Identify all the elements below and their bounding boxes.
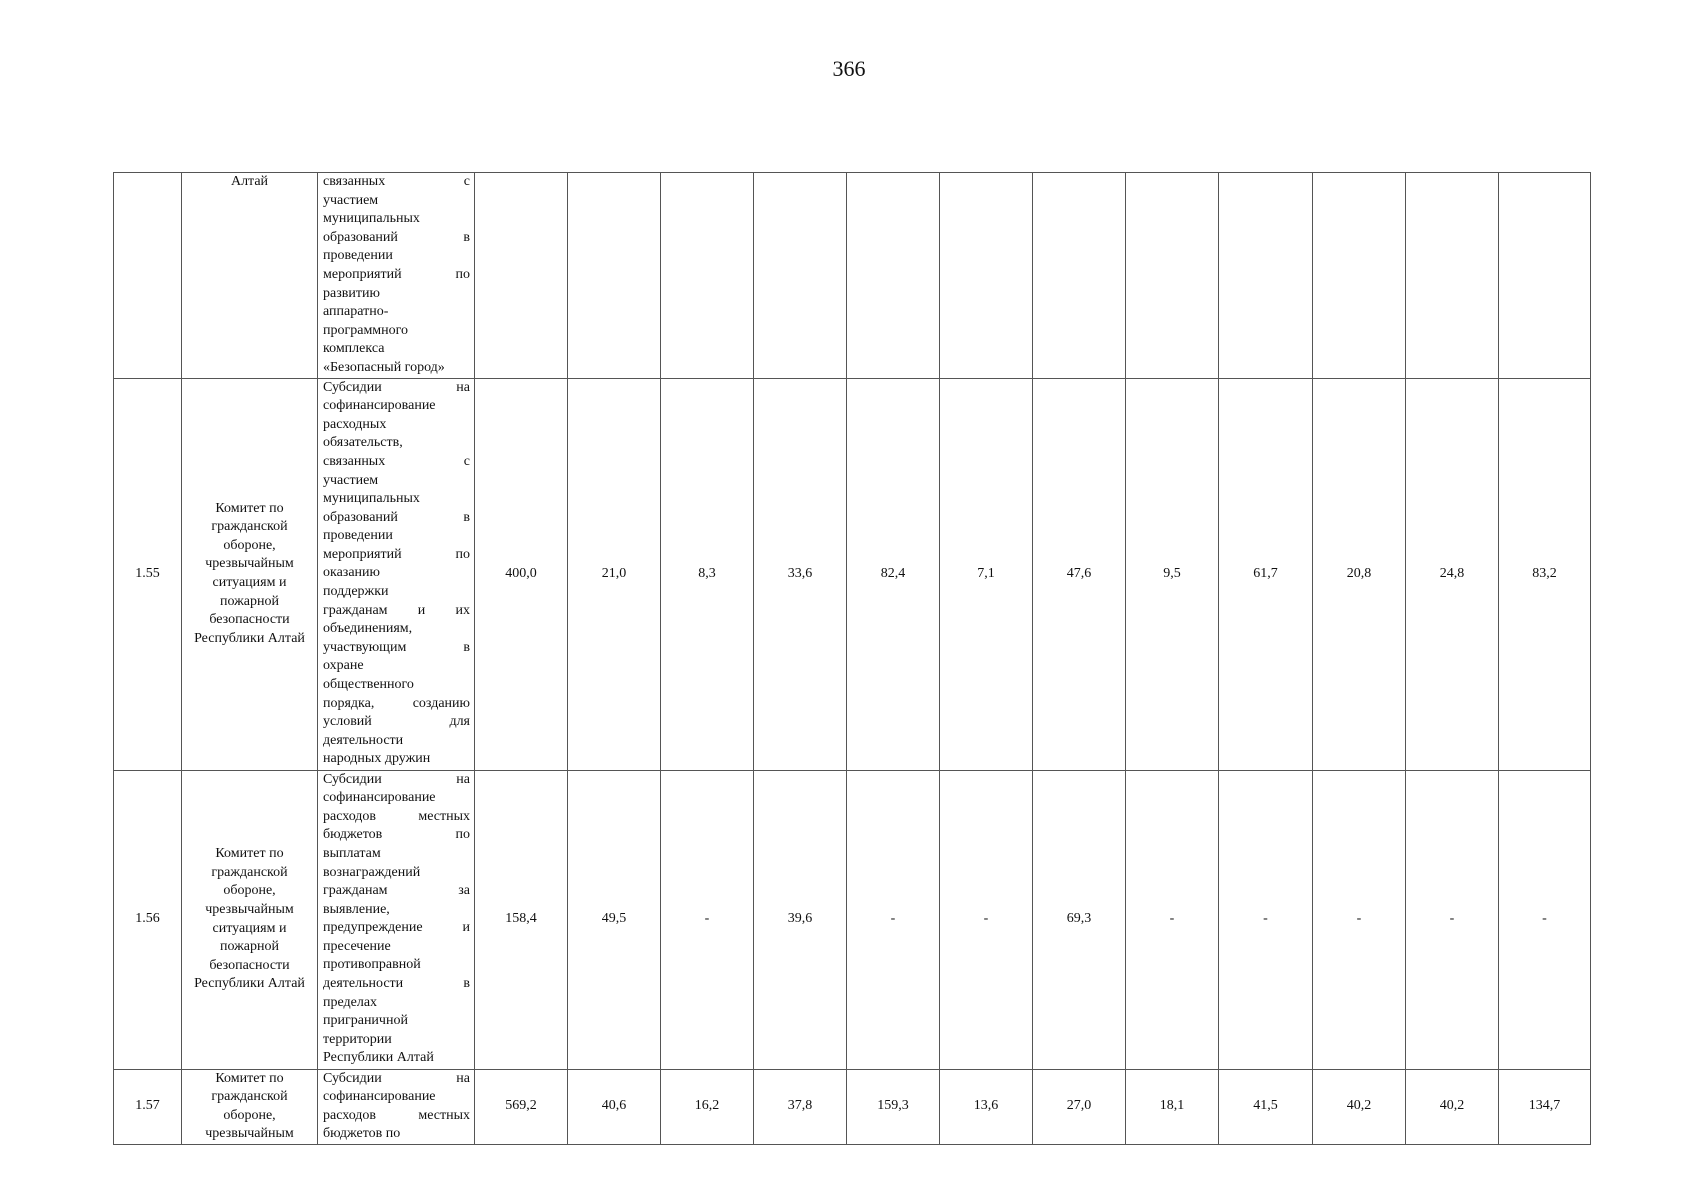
description-line: муниципальных — [323, 491, 420, 507]
description-line: проведении — [323, 528, 393, 544]
value-cell: - — [1219, 770, 1313, 1069]
measure-description-cell — [318, 1069, 475, 1144]
description-line: софинансирование — [323, 398, 436, 414]
measure-description-cell — [318, 770, 475, 1069]
description-line: участием — [323, 192, 379, 208]
value-cell — [1219, 173, 1313, 379]
budget-table — [113, 172, 1591, 1145]
description-line: предупреждение и — [323, 920, 470, 936]
description-line: охране — [323, 658, 364, 674]
table-row — [114, 1069, 1591, 1144]
row-number-cell: 1.56 — [114, 770, 182, 1069]
description-line: связанных с — [323, 453, 470, 469]
description-line: поддержки — [323, 584, 389, 600]
value-cell: 61,7 — [1219, 378, 1313, 770]
value-cell: 40,2 — [1406, 1069, 1499, 1144]
value-cell — [1406, 173, 1499, 379]
description-line: объединениям, — [323, 621, 413, 637]
description-line: развитию — [323, 285, 380, 301]
value-cell — [475, 173, 568, 379]
value-cell: 69,3 — [1033, 770, 1126, 1069]
table-row — [114, 173, 1591, 379]
responsible-org-cell: Комитет по гражданской обороне, чрезвычайным ситуациям и пожарной безопасности Республики Алтай — [182, 378, 318, 770]
row-number-cell: 1.57 — [114, 1069, 182, 1144]
value-cell: 40,2 — [1313, 1069, 1406, 1144]
value-cell: - — [661, 770, 754, 1069]
description-line: аппаратно- — [323, 304, 389, 320]
value-cell — [661, 173, 754, 379]
description-line: образований в — [323, 229, 470, 245]
description-line: программного — [323, 322, 409, 338]
value-cell: 158,4 — [475, 770, 568, 1069]
value-cell: 400,0 — [475, 378, 568, 770]
value-cell: 39,6 — [754, 770, 847, 1069]
description-line: расходов местных — [323, 1107, 470, 1123]
description-line: Субсидии на — [323, 771, 470, 787]
description-line: расходов местных — [323, 808, 470, 824]
value-cell: 40,6 — [568, 1069, 661, 1144]
value-cell — [568, 173, 661, 379]
description-line: бюджетов по — [323, 827, 470, 843]
value-cell — [1313, 173, 1406, 379]
value-cell: 16,2 — [661, 1069, 754, 1144]
description-line: мероприятий по — [323, 266, 470, 282]
description-line: бюджетов по — [323, 1126, 401, 1142]
value-cell: 83,2 — [1499, 378, 1591, 770]
description-line: общественного — [323, 677, 414, 693]
value-cell — [1126, 173, 1219, 379]
description-line: условий для — [323, 714, 470, 730]
measure-description-cell — [318, 173, 475, 379]
value-cell: 33,6 — [754, 378, 847, 770]
description-line: комплекса — [323, 341, 385, 357]
value-cell: 18,1 — [1126, 1069, 1219, 1144]
page-number: 366 — [832, 56, 866, 81]
value-cell: 24,8 — [1406, 378, 1499, 770]
value-cell: 82,4 — [847, 378, 940, 770]
measure-description-cell — [318, 378, 475, 770]
description-line: оказанию — [323, 565, 380, 581]
value-cell: 47,6 — [1033, 378, 1126, 770]
description-line: гражданам за — [323, 883, 470, 899]
table-row — [114, 770, 1591, 1069]
responsible-org-cell: Комитет по гражданской обороне, чрезвычайным ситуациям и пожарной безопасности Республики Алтай — [182, 770, 318, 1069]
value-cell: - — [1313, 770, 1406, 1069]
row-number-cell: 1.55 — [114, 378, 182, 770]
table-row — [114, 378, 1591, 770]
value-cell: 20,8 — [1313, 378, 1406, 770]
description-line: пределах — [323, 994, 378, 1010]
description-line: софинансирование — [323, 790, 436, 806]
description-line: мероприятий по — [323, 546, 470, 562]
description-line: приграничной — [323, 1013, 408, 1029]
value-cell: - — [1499, 770, 1591, 1069]
description-line: противоправной — [323, 957, 421, 973]
value-cell: 7,1 — [940, 378, 1033, 770]
description-line: Субсидии на — [323, 1070, 470, 1086]
value-cell — [1499, 173, 1591, 379]
description-line: «Безопасный город» — [323, 359, 445, 375]
description-line: деятельности в — [323, 976, 470, 992]
description-line: связанных с — [323, 174, 470, 189]
value-cell: 27,0 — [1033, 1069, 1126, 1144]
description-line: порядка, созданию — [323, 695, 470, 711]
description-line: Республики Алтай — [323, 1050, 434, 1066]
value-cell — [754, 173, 847, 379]
value-cell: - — [847, 770, 940, 1069]
value-cell: 9,5 — [1126, 378, 1219, 770]
description-line: территории — [323, 1031, 392, 1047]
description-line: софинансирование — [323, 1089, 436, 1105]
description-line: деятельности — [323, 732, 404, 748]
value-cell: 569,2 — [475, 1069, 568, 1144]
value-cell: - — [1126, 770, 1219, 1069]
description-line: проведении — [323, 248, 393, 264]
description-line: выявление, — [323, 901, 390, 917]
description-line: образований в — [323, 509, 470, 525]
description-line: муниципальных — [323, 211, 420, 227]
value-cell: 134,7 — [1499, 1069, 1591, 1144]
value-cell — [1033, 173, 1126, 379]
row-number-cell — [114, 173, 182, 379]
value-cell: - — [1406, 770, 1499, 1069]
description-line: расходных — [323, 416, 387, 432]
value-cell: 41,5 — [1219, 1069, 1313, 1144]
value-cell — [847, 173, 940, 379]
value-cell: 159,3 — [847, 1069, 940, 1144]
value-cell: 8,3 — [661, 378, 754, 770]
value-cell: 49,5 — [568, 770, 661, 1069]
description-line: народных дружин — [323, 751, 431, 767]
description-line: гражданам и их — [323, 602, 470, 618]
description-line: вознаграждений — [323, 864, 421, 880]
value-cell: 21,0 — [568, 378, 661, 770]
value-cell: - — [940, 770, 1033, 1069]
description-line: участием — [323, 472, 379, 488]
description-line: обязательств, — [323, 435, 403, 451]
responsible-org-cell: Алтай — [182, 173, 318, 379]
value-cell: 37,8 — [754, 1069, 847, 1144]
description-line: выплатам — [323, 845, 381, 861]
description-line: участвующим в — [323, 639, 470, 655]
description-line: Субсидии на — [323, 379, 470, 395]
value-cell: 13,6 — [940, 1069, 1033, 1144]
description-line: пресечение — [323, 938, 391, 954]
responsible-org-cell: Комитет по гражданской обороне, чрезвычайным — [182, 1069, 318, 1144]
value-cell — [940, 173, 1033, 379]
